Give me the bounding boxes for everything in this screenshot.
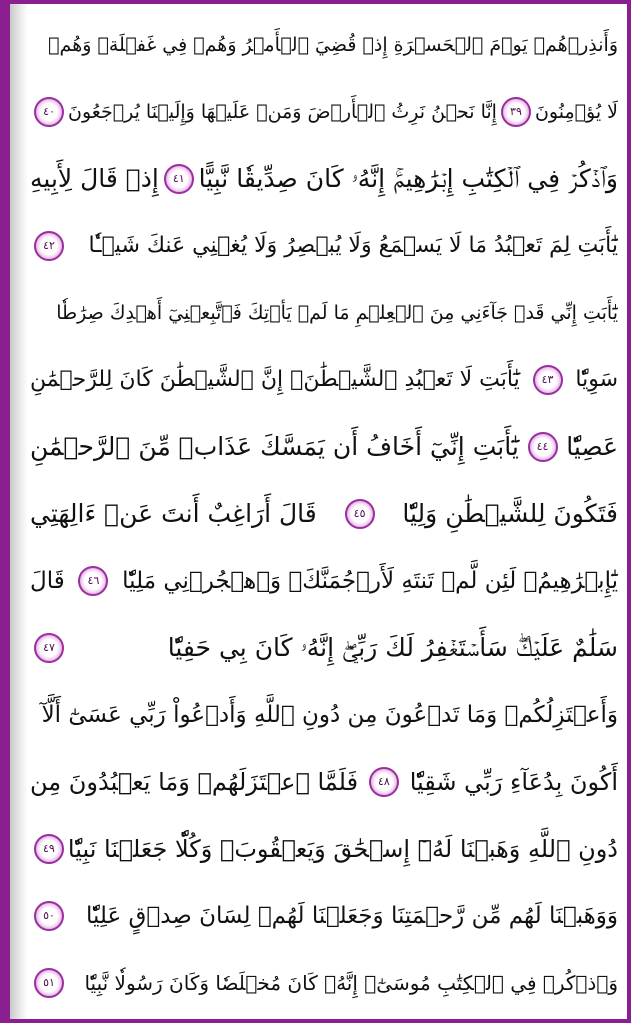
text-line xyxy=(30,215,618,277)
verse-text: وَوَهَبۡنَا لَهُم مِّن رَّحۡمَتِنَا وَجَعَلۡنَا لَهُمۡ لِسَانَ صِدۡقٍ عَلِيّٗا xyxy=(85,903,618,929)
text-line xyxy=(30,818,618,880)
page-gutter xyxy=(10,4,28,1019)
ayah-number-marker: ٣٩ xyxy=(501,97,531,127)
ayah-number-marker: ٤٥ xyxy=(345,499,375,529)
text-line xyxy=(30,550,618,612)
verse-text: إِنَّا نَحۡنُ نَرِثُ ٱلۡأَرۡضَ وَمَنۡ عَلَيۡهَا وَإِلَيۡنَا يُرۡجَعُونَ xyxy=(68,101,497,123)
text-line xyxy=(30,282,618,344)
verse-text: يَٰٓأَبَتِ إِنِّيٓ أَخَافُ أَن يَمَسَّكَ عَذَابٞ مِّنَ ٱلرَّحۡمَٰنِ xyxy=(30,432,519,461)
verse-text: وَأَعۡتَزِلُكُمۡ وَمَا تَدۡعُونَ مِن دُونِ ٱللَّهِ وَأَدۡعُواْ رَبِّي عَسَىٰٓ أَلَّآ xyxy=(41,702,618,728)
ayah-number-marker: ٤٤ xyxy=(528,432,558,462)
verse-text: دُونِ ٱللَّهِ وَهَبۡنَا لَهُۥٓ إِسۡحَٰقَ وَيَعۡقُوبَۖ وَكُلّٗا جَعَلۡنَا نَبِيّٗا xyxy=(67,835,618,863)
verse-text: يَٰٓأَبَتِ لَا تَعۡبُدِ ٱلشَّيۡطَٰنَۖ إِنَّ ٱلشَّيۡطَٰنَ كَانَ لِلرَّحۡمَٰنِ xyxy=(30,367,520,392)
text-line xyxy=(30,751,618,813)
text-line xyxy=(30,952,618,1014)
ayah-number-marker: ٤٣ xyxy=(533,365,563,395)
verse-text: سَوِيّٗا xyxy=(575,367,618,392)
ayah-number-marker: ٥١ xyxy=(34,968,64,998)
text-line xyxy=(30,885,618,947)
ayah-number-marker: ٤٠ xyxy=(34,97,64,127)
text-line xyxy=(30,617,618,679)
verse-text: يَٰٓأَبَتِ لِمَ تَعۡبُدُ مَا لَا يَسۡمَعُ وَلَا يُبۡصِرُ وَلَا يُغۡنِي عَنكَ شَيۡـٔٗا xyxy=(88,233,618,258)
quran-text-block xyxy=(30,14,618,1014)
ayah-number-marker: ٤٨ xyxy=(369,767,399,797)
ayah-number-marker: ٤٩ xyxy=(34,834,64,864)
verse-text: قَالَ xyxy=(30,568,65,594)
text-line xyxy=(30,349,618,411)
verse-text: عَصِيّٗا xyxy=(566,432,618,461)
ayah-number-marker: ٤٢ xyxy=(34,231,64,261)
verse-text: سَلَٰمٌ عَلَيۡكَۖ سَأَسۡتَغۡفِرُ لَكَ رَبِّيٓۖ إِنَّهُۥ كَانَ بِي حَفِيّٗا xyxy=(167,633,618,662)
text-line xyxy=(30,483,618,545)
text-line xyxy=(30,148,618,210)
verse-text: يَٰٓإِبۡرَٰهِيمُۖ لَئِن لَّمۡ تَنتَهِ لَأَرۡجُمَنَّكَۖ وَٱهۡجُرۡنِي مَلِيّٗا xyxy=(122,568,618,594)
text-line xyxy=(30,684,618,746)
verse-text: فَلَمَّا ٱعۡتَزَلَهُمۡ وَمَا يَعۡبُدُونَ مِن xyxy=(30,768,359,796)
verse-text: إِذۡ قَالَ لِأَبِيهِ xyxy=(30,164,159,193)
text-line xyxy=(30,14,618,76)
text-line xyxy=(30,81,618,143)
verse-text: وَٱذۡكُرۡ فِي ٱلۡكِتَٰبِ مُوسَىٰٓۚ إِنَّهُۥ كَانَ مُخۡلَصٗا وَكَانَ رَسُولٗا نَّبِيّٗا xyxy=(84,971,618,995)
ayah-number-marker: ٤٧ xyxy=(34,633,64,663)
ayah-number-marker: ٥٠ xyxy=(34,901,64,931)
verse-text: وَٱذۡكُرۡ فِي ٱلۡكِتَٰبِ إِبۡرَٰهِيمَۚ إِنَّهُۥ كَانَ صِدِّيقٗا نَّبِيًّا xyxy=(198,164,618,193)
verse-text: فَتَكُونَ لِلشَّيۡطَٰنِ وَلِيّٗا xyxy=(402,499,618,528)
verse-text: لَا يُؤۡمِنُونَ xyxy=(534,101,618,123)
verse-text: يَٰٓأَبَتِ إِنِّي قَدۡ جَآءَنِي مِنَ ٱلۡعِلۡمِ مَا لَمۡ يَأۡتِكَ فَٱتَّبِعۡنِيٓ أَهۡدِكَ صِرَٰطٗا xyxy=(56,302,618,324)
text-line xyxy=(30,416,618,478)
verse-text: وَأَنذِرۡهُمۡ يَوۡمَ ٱلۡحَسۡرَةِ إِذۡ قُضِيَ ٱلۡأَمۡرُ وَهُمۡ فِي غَفۡلَةٖ وَهُمۡ xyxy=(48,34,618,56)
verse-text: أَكُونَ بِدُعَآءِ رَبِّي شَقِيّٗا xyxy=(409,768,618,796)
ayah-number-marker: ٤١ xyxy=(164,164,194,194)
ayah-number-marker: ٤٦ xyxy=(78,566,108,596)
verse-text: قَالَ أَرَاغِبٌ أَنتَ عَنۡ ءَالِهَتِي xyxy=(30,499,317,528)
